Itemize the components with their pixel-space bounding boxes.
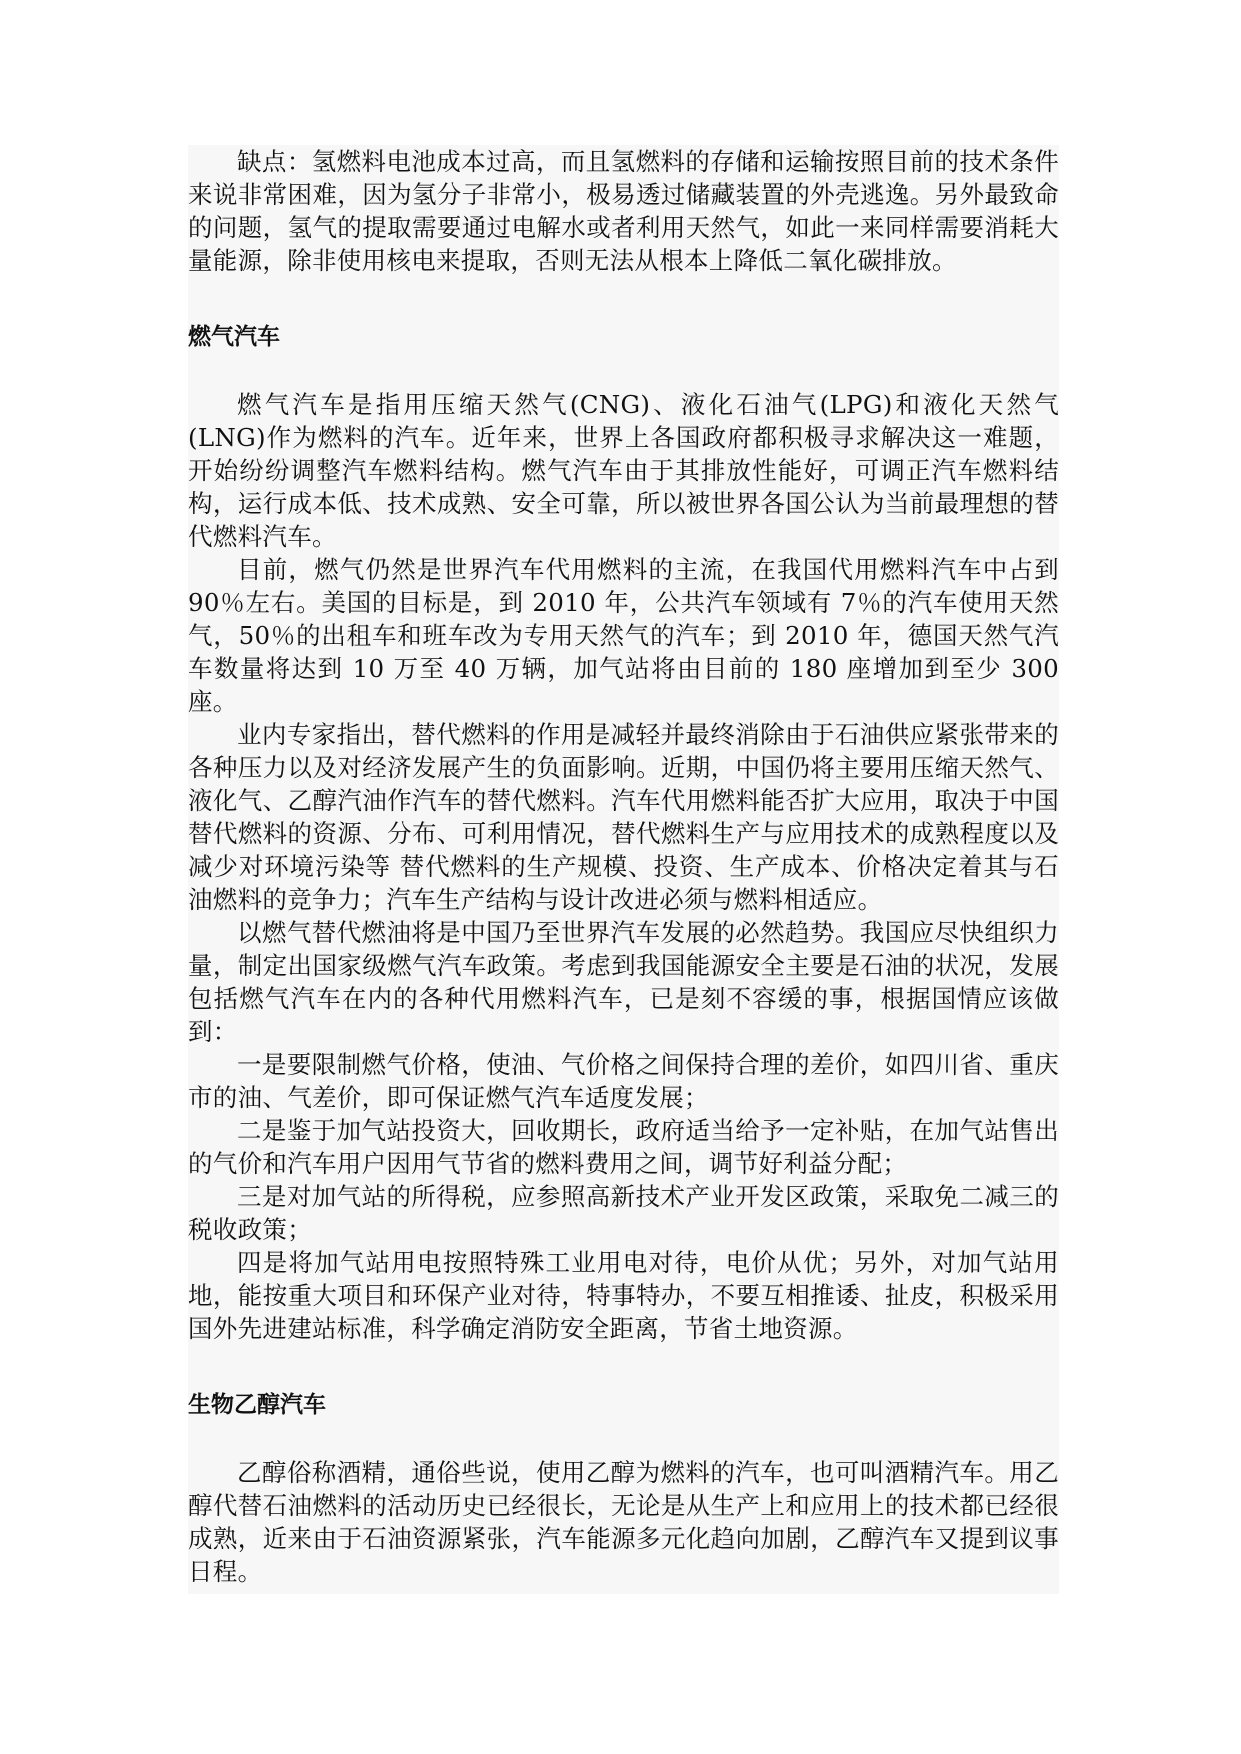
paragraph-expert-opinion: 业内专家指出，替代燃料的作用是减轻并最终消除由于石油供应紧张带来的各种压力以及对经济发展产生的负面影响。近期，中国仍将主要用压缩天然气、液化气、乙醇汽油作汽车的替代燃料。汽车代用燃料能否扩大应用，取决于中国替代燃料的资源、分布、可利用情况，替代燃料生产与应用技术的成熟程度以及减少对环境污染等 替代燃料的生产规模、投资、生产成本、价格决定着其与石油燃料的竞争力；汽车生产结构与设计改进必须与燃料相适应。 bbox=[188, 720, 1059, 914]
paragraph-policy-2: 二是鉴于加气站投资大，回收期长，政府适当给予一定补贴，在加气站售出的气价和汽车用户因用气节省的燃料费用之间，调节好利益分配； bbox=[188, 1116, 1059, 1178]
paragraph-policy-4: 四是将加气站用电按照特殊工业用电对待，电价从优；另外，对加气站用地，能按重大项目和环保产业对待，特事特办，不要互相推诿、扯皮，积极采用国外先进建站标准，科学确定消防安全距离，节省土地资源。 bbox=[188, 1248, 1059, 1343]
paragraph-hydrogen-drawbacks: 缺点：氢燃料电池成本过高，而且氢燃料的存储和运输按照目前的技术条件来说非常困难，因为氢分子非常小，极易透过储藏装置的外壳逃逸。另外最致命的问题，氢气的提取需要通过电解水或者利用天然气，如此一来同样需要消耗大量能源，除非使用核电来提取，否则无法从根本上降低二氧化碳排放。 bbox=[188, 147, 1059, 275]
paragraph-ethanol-intro: 乙醇俗称酒精，通俗些说，使用乙醇为燃料的汽车，也可叫酒精汽车。用乙醇代替石油燃料的活动历史已经很长，无论是从生产上和应用上的技术都已经很成熟，近来由于石油资源紧张，汽车能源多元化趋向加剧，乙醇汽车又提到议事日程。 bbox=[188, 1458, 1059, 1586]
paragraph-policy-3: 三是对加气站的所得税，应参照高新技术产业开发区政策，采取免二减三的税收政策； bbox=[188, 1182, 1059, 1244]
document-body bbox=[188, 145, 1059, 1594]
paragraph-gas-vehicles-status: 目前，燃气仍然是世界汽车代用燃料的主流，在我国代用燃料汽车中占到 90％左右。美国的目标是，到 2010 年，公共汽车领域有 7％的汽车使用天然气，50％的出租车和班车改为专用天然气的汽车；到 2010 年，德国天然气汽车数量将达到 10 万至 40 万辆，加气站将由目前的 180 座增加到至少 300 座。 bbox=[188, 555, 1059, 716]
paragraph-policy-1: 一是要限制燃气价格，使油、气价格之间保持合理的差价，如四川省、重庆市的油、气差价，即可保证燃气汽车适度发展； bbox=[188, 1050, 1059, 1112]
heading-gas-vehicles: 燃气汽车 bbox=[188, 324, 280, 350]
paragraph-trend: 以燃气替代燃油将是中国乃至世界汽车发展的必然趋势。我国应尽快组织力量，制定出国家级燃气汽车政策。考虑到我国能源安全主要是石油的状况，发展包括燃气汽车在内的各种代用燃料汽车，已是刻不容缓的事，根据国情应该做到： bbox=[188, 918, 1059, 1046]
heading-bioethanol-vehicles: 生物乙醇汽车 bbox=[188, 1392, 326, 1418]
paragraph-gas-vehicles-definition: 燃气汽车是指用压缩天然气(CNG)、液化石油气(LPG)和液化天然气(LNG)作为燃料的汽车。近年来，世界上各国政府都积极寻求解决这一难题，开始纷纷调整汽车燃料结构。燃气汽车由于其排放性能好，可调正汽车燃料结构，运行成本低、技术成熟、安全可靠，所以被世界各国公认为当前最理想的替代燃料汽车。 bbox=[188, 390, 1059, 551]
